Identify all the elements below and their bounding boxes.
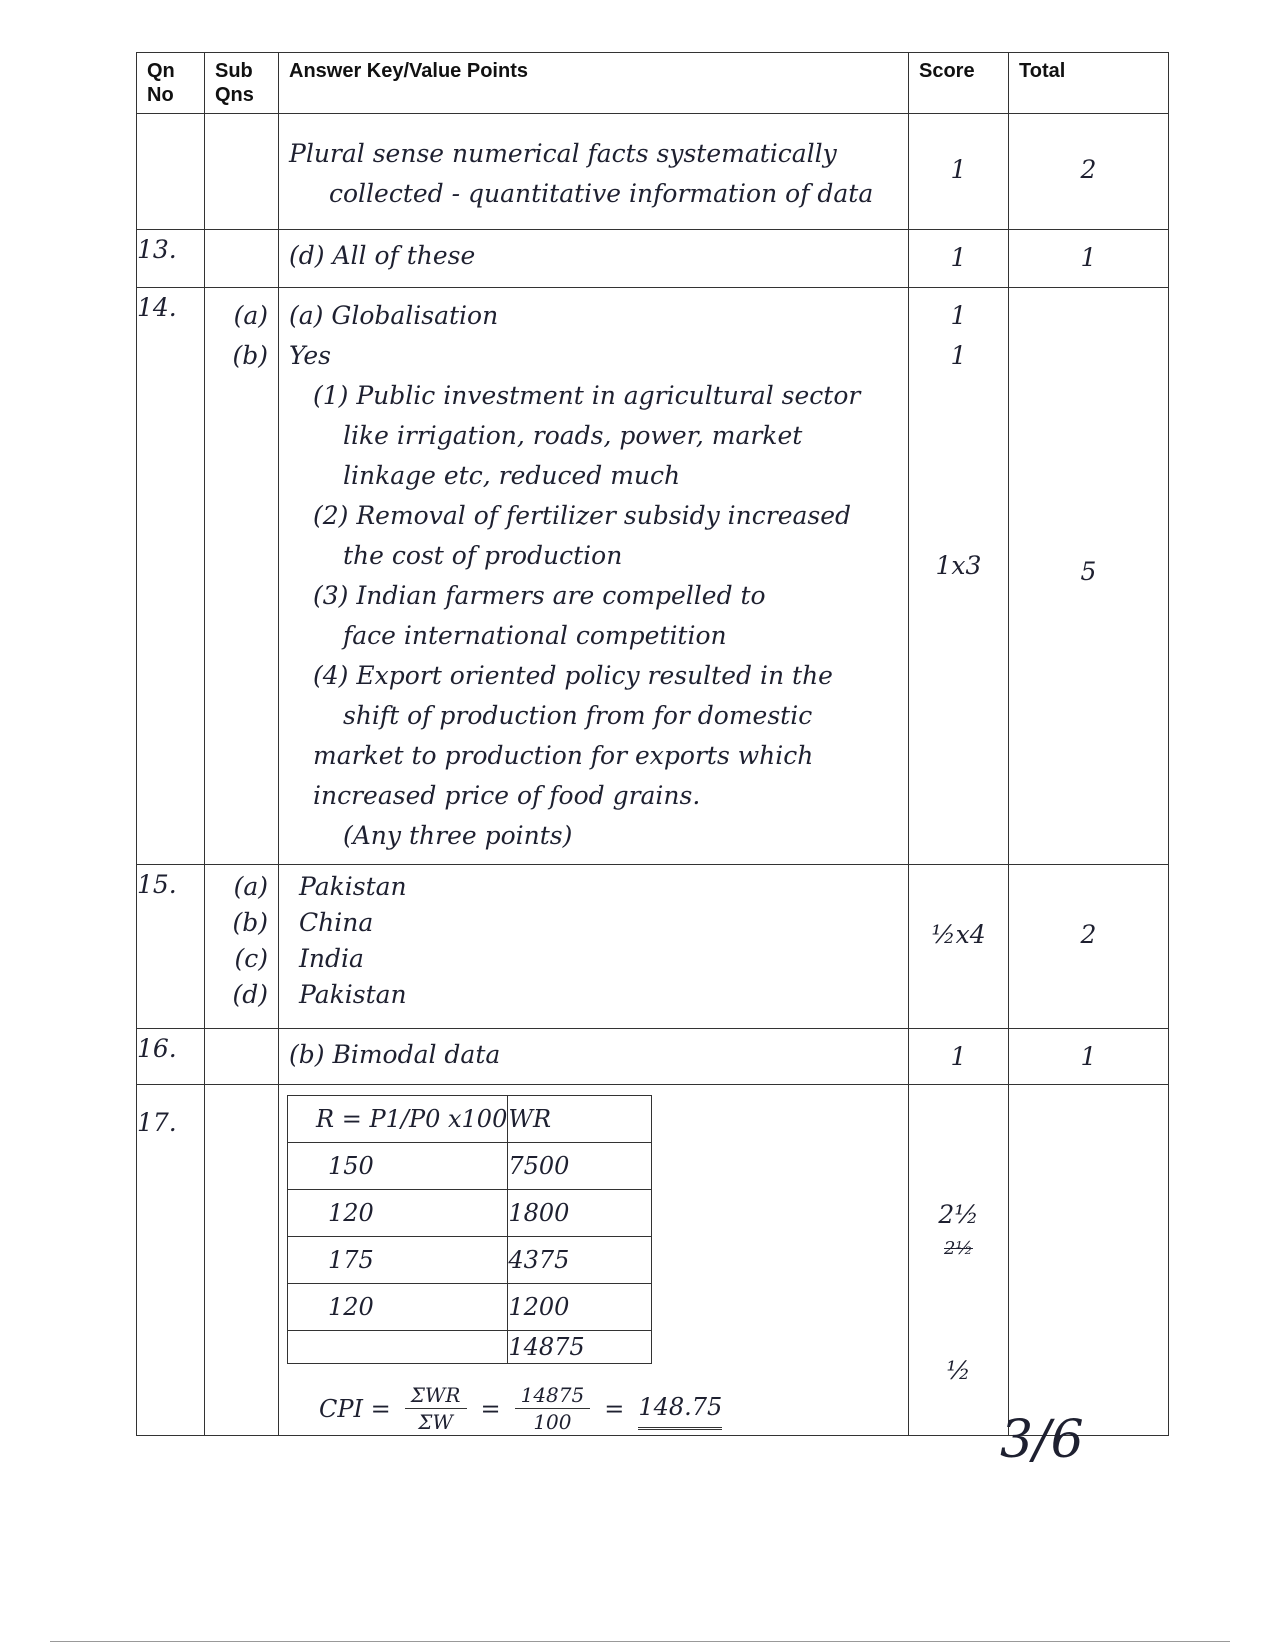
score-cell: 1: [909, 230, 1009, 288]
header-row: [137, 53, 1169, 114]
table-row: [288, 1143, 652, 1190]
table-row: [288, 1190, 652, 1237]
answer-key-table: [136, 52, 1169, 1436]
answer-cell: (b) Bimodal data: [279, 1029, 909, 1085]
sub-label: (a): [233, 872, 268, 901]
list-item: increased price of food grains.: [313, 781, 701, 810]
sub-label: (c): [234, 944, 268, 973]
sub-label: (d): [232, 980, 268, 1009]
qn-number: 16.: [137, 1029, 205, 1085]
wr-sum: 14875: [508, 1331, 652, 1364]
point-list: [289, 376, 898, 856]
list-item: market to production for exports which: [313, 741, 814, 770]
list-item: (1) Public investment in agricultural sector: [313, 381, 861, 410]
wr-value: 4375: [508, 1237, 652, 1284]
list-item: shift of production from for domestic: [343, 701, 813, 730]
sub-label: (b): [232, 341, 268, 370]
answer-cell: [279, 865, 909, 1029]
equals-sign: =: [604, 1394, 625, 1423]
calc-header-row: [288, 1096, 652, 1143]
list-item: linkage etc, reduced much: [343, 461, 681, 490]
total-cell: 1: [1009, 230, 1169, 288]
sub-cell: [205, 230, 279, 288]
score-b: 1: [950, 341, 967, 370]
list-item: Pakistan: [299, 980, 407, 1009]
sub-label: (a): [233, 301, 268, 330]
sub-cell: [205, 1029, 279, 1085]
total-cell: [1009, 288, 1169, 865]
table-row-15: [137, 865, 1169, 1029]
header-sub-qns: Sub Qns: [205, 53, 279, 114]
r-value: 120: [288, 1284, 508, 1331]
score-a: 1: [950, 301, 967, 330]
score-cell: [909, 288, 1009, 865]
table-row-12: [137, 114, 1169, 230]
answer-line: Plural sense numerical facts systematically: [289, 139, 837, 168]
wr-value: 7500: [508, 1143, 652, 1190]
sub-cell: [205, 1085, 279, 1436]
answer-cell: [279, 1085, 909, 1436]
sub-cell: [205, 114, 279, 230]
cpi-result: 148.75: [638, 1387, 722, 1430]
cpi-label: CPI =: [319, 1394, 391, 1423]
answer-a: (a) Globalisation: [289, 301, 499, 330]
header-answer: Answer Key/Value Points: [279, 53, 909, 114]
list-item: face international competition: [343, 621, 727, 650]
score-cell: 1: [909, 1029, 1009, 1085]
value-numerator: 14875: [515, 1382, 591, 1409]
page-number: 3/6: [1000, 1410, 1084, 1470]
answer-cell: [279, 288, 909, 865]
table-row: [288, 1331, 652, 1364]
equals-sign: =: [480, 1394, 501, 1423]
total-cell: 2: [1009, 114, 1169, 230]
cpi-fraction: [405, 1382, 467, 1435]
sub-cell: [205, 288, 279, 865]
header-total: Total: [1009, 53, 1169, 114]
list-item: (2) Removal of fertilizer subsidy increased: [313, 501, 852, 530]
qn-number: 14.: [137, 288, 205, 865]
score-cell: [909, 1085, 1009, 1436]
value-fraction: [515, 1382, 591, 1435]
table-row-17: [137, 1085, 1169, 1436]
table-row-13: [137, 230, 1169, 288]
calculation-table: [287, 1095, 652, 1364]
list-item: (3) Indian farmers are compelled to: [313, 581, 766, 610]
header-qn-no: Qn No: [137, 53, 205, 114]
value-denominator: 100: [533, 1410, 572, 1434]
header-score: Score: [909, 53, 1009, 114]
list-item: like irrigation, roads, power, market: [343, 421, 803, 450]
wr-value: 1800: [508, 1190, 652, 1237]
total-cell: 2: [1009, 865, 1169, 1029]
r-value: 150: [288, 1143, 508, 1190]
table-row-14: [137, 288, 1169, 865]
r-value: 175: [288, 1237, 508, 1284]
qn-cell: [137, 114, 205, 230]
list-item: the cost of production: [343, 541, 623, 570]
qn-number: 17.: [137, 1085, 205, 1436]
sub-cell: [205, 865, 279, 1029]
table-row: [288, 1237, 652, 1284]
total-cell: 1: [1009, 1029, 1169, 1085]
table-row-16: [137, 1029, 1169, 1085]
score-struck: 2½: [944, 1238, 973, 1259]
score-main: 2½: [938, 1200, 979, 1229]
cpi-denominator: ΣW: [418, 1410, 453, 1434]
answer-cell: (d) All of these: [279, 230, 909, 288]
table-row: [288, 1284, 652, 1331]
score-points: 1x3: [935, 551, 982, 580]
qn-number: 13.: [137, 230, 205, 288]
answer-line: collected - quantitative information of data: [329, 179, 874, 208]
list-item: (Any three points): [343, 821, 573, 850]
total-value: 5: [1080, 557, 1097, 586]
answer-b: Yes: [289, 341, 331, 370]
cpi-numerator: ΣWR: [405, 1382, 467, 1409]
r-value: 120: [288, 1190, 508, 1237]
total-cell: [1009, 1085, 1169, 1436]
list-item: Pakistan: [299, 872, 407, 901]
cpi-formula: [319, 1382, 908, 1435]
answer-cell: [279, 114, 909, 230]
qn-number: 15.: [137, 865, 205, 1029]
calc-header-wr: WR: [508, 1096, 652, 1143]
list-item: China: [299, 908, 374, 937]
calc-header-r: R = P1/P0 x100: [288, 1096, 508, 1143]
score-cell: 1: [909, 114, 1009, 230]
list-item: India: [299, 944, 364, 973]
score-cell: ½x4: [909, 865, 1009, 1029]
score-last: ½: [946, 1356, 971, 1385]
sub-label: (b): [232, 908, 268, 937]
list-item: (4) Export oriented policy resulted in the: [313, 661, 833, 690]
wr-value: 1200: [508, 1284, 652, 1331]
page-bottom-rule: [50, 1641, 1230, 1642]
